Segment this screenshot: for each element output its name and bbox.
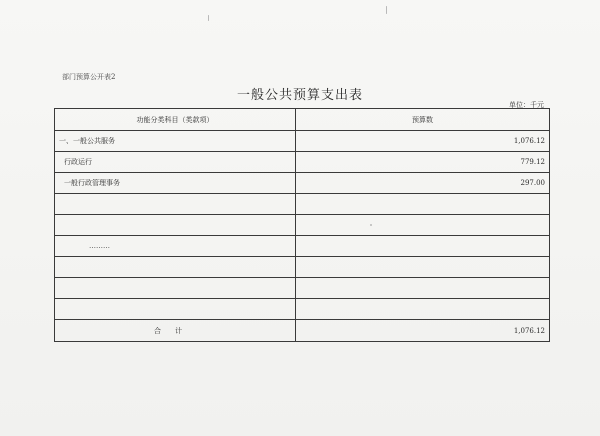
row-amount: [296, 236, 550, 257]
scan-speck: [370, 224, 372, 226]
table-row: [55, 278, 550, 299]
total-label: 合计: [55, 320, 296, 342]
table-row: [55, 173, 550, 194]
row-amount: [296, 257, 550, 278]
row-amount: [296, 278, 550, 299]
row-item: 一般行政管理事务: [55, 173, 296, 194]
total-amount: 1,076.12: [296, 320, 550, 342]
row-item: [55, 299, 296, 320]
row-item-ellipsis: ………: [55, 236, 296, 257]
document-title: 一般公共预算支出表: [236, 88, 363, 103]
row-item: 一、一般公共服务: [55, 131, 296, 152]
table-row: [55, 215, 550, 236]
scan-mark: [208, 15, 209, 21]
row-item: [55, 194, 296, 215]
table-row: [55, 299, 550, 320]
row-amount: [296, 194, 550, 215]
table-row: [55, 194, 550, 215]
row-amount: 1,076.12: [296, 131, 550, 152]
document-code: 部门预算公开表2: [62, 73, 116, 81]
row-item: 行政运行: [55, 152, 296, 173]
table-row: [55, 152, 550, 173]
table-row: [55, 257, 550, 278]
row-amount: [296, 299, 550, 320]
row-amount: [296, 215, 550, 236]
scan-mark: [386, 6, 387, 14]
row-amount: 779.12: [296, 152, 550, 173]
row-item: [55, 257, 296, 278]
table-row: [55, 236, 550, 257]
budget-table: [54, 108, 550, 342]
unit-label: 单位：千元: [509, 101, 544, 109]
row-item: [55, 278, 296, 299]
table-row: [55, 131, 550, 152]
row-amount: 297.00: [296, 173, 550, 194]
row-item: [55, 215, 296, 236]
total-row: [55, 320, 550, 342]
table-header-row: [55, 109, 550, 131]
header-function-category: 功能分类科目（类款项）: [55, 109, 296, 131]
header-budget-amount: 预算数: [296, 109, 550, 131]
